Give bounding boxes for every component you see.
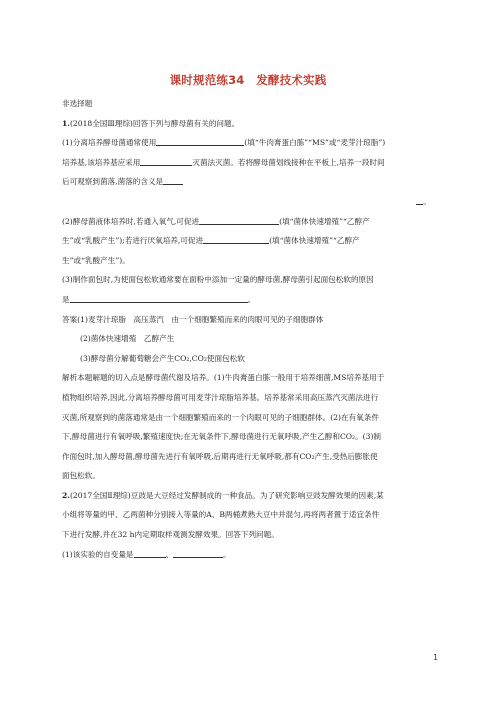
q1-part2-text-c: 生”或“乳酸产生”);若进行厌氧培养,可促进 [62,236,204,246]
answer-line-3: (3)酵母菌分解葡萄糖会产生CO₂,CO₂使面包松软 [80,353,245,363]
q2-part1-line [62,545,434,565]
answer-line-2: (2)菌体快速增殖 乙醇产生 [80,334,175,344]
question-1-text: (2018全国Ⅲ理综)回答下列与酵母菌有关的问题。 [69,118,240,128]
question-2-line-2: 小组将等量的甲、乙两菌种分别接入等量的A、B两桶煮熟大豆中并混匀,再将两者置于适宜条件 [62,510,380,520]
q1-part1-line3 [62,172,434,192]
answer-blank[interactable] [156,136,244,146]
q1-part2-text-b: (填“菌体快速增殖”“乙醇产 [279,216,370,226]
answer-blank[interactable] [173,548,223,558]
q1-part1-line2 [62,153,434,173]
q1-part1-text-a: (1)分离培养酵母菌通常使用 [62,138,157,148]
q1-part1-text-e: 后可观察到菌落,菌落的含义是 [62,177,164,187]
explanation-line-2: 植物组织培养,因此,分离培养酵母菌可用麦芽汁琼脂培养基。培养基常采用高压蒸汽灭菌法进行 [62,392,379,402]
section-heading: 非选择题 [62,99,93,108]
explanation-line-6: 面包松软。 [62,471,100,481]
question-1-stem [62,114,434,134]
question-2-number: 2. [62,490,70,500]
answer-blank[interactable] [70,293,248,303]
q1-part1-end: 。 [423,196,431,206]
q1-part1-text-b: (填“牛肉膏蛋白胨”“MS”或“麦芽汁琼脂”) [244,138,386,148]
answer-blank[interactable] [203,234,269,244]
q1-part3-end: 。 [247,294,256,304]
q1-part1-line1 [62,133,434,153]
q1-part2-text-d: (填“菌体快速增殖”“乙醇产 [269,236,360,246]
answer-blank[interactable] [140,156,192,166]
q1-part1-text-c: 培养基,该培养基应采用 [62,157,141,167]
q1-part2-text-a: (2)酵母菌液体培养时,若通入氧气,可促进 [62,216,200,226]
answer-blank[interactable] [199,215,279,225]
question-2-text-1: (2017全国Ⅱ理综)豆豉是大豆经过发酵制成的一种食品。为了研究影响豆豉发酵效果的因素,某 [69,490,384,500]
question-2-line-3: 下进行发酵,并在32 h内定期取样观测发酵效果。回答下列问题。 [62,530,279,540]
q1-part1-line4 [62,192,434,212]
document-body [62,94,434,564]
explanation-line-3: 灭菌,所观察到的菌落通常是由一个细胞繁殖而来的一个肉眼可见的子细胞群体。(2)在有氧条件 [62,412,379,422]
q1-part2-line1 [62,212,434,232]
q1-part1-text-d: 灭菌法灭菌。若将酵母菌划线接种在平板上,培养一段时间 [192,157,385,167]
explanation-line-4: 下,酵母菌进行有氧呼吸,繁殖速度快;在无氧条件下,酵母菌进行无氧呼吸,产生乙醇和CO₂。(3)制 [62,432,382,442]
answer-blank[interactable] [134,548,166,558]
question-2-line-1 [62,486,434,506]
explanation-line-5: 作面包时,加入酵母菌,酵母菌先进行有氧呼吸,后期再进行无氧呼吸,都有CO₂产生,受热后膨胀使 [62,451,378,461]
q1-part2-line2 [62,231,434,251]
q1-part3-line1: (3)制作面包时,为使面包松软通常要在面粉中添加一定量的酵母菌,酵母菌引起面包松软的原因 [62,275,374,285]
q2-part1-text: (1)该实验的自变量是 [62,549,134,559]
answer-blank[interactable] [163,175,183,185]
q2-part1-end: 。 [223,549,231,559]
q2-part1-separator: 、 [165,549,174,559]
answer-line-1: 答案(1)麦芽汁琼脂 高压蒸汽 由一个细胞繁殖而来的肉眼可见的子细胞群体 [62,314,324,324]
q1-part3-text-b: 是 [62,294,70,304]
q1-part3-line2 [62,290,434,310]
question-1-number: 1. [62,118,70,128]
page-title: 课时规范练34 发酵技术实践 [169,73,327,87]
explanation-line-1: 解析本题解题的切入点是酵母菌代谢及培养。(1)牛肉膏蛋白胨一般用于培养细菌,MS培养基用于 [62,373,385,383]
page-number: 1 [433,653,438,662]
q1-part2-line3: 生”或“乳酸产生”)。 [62,255,130,265]
